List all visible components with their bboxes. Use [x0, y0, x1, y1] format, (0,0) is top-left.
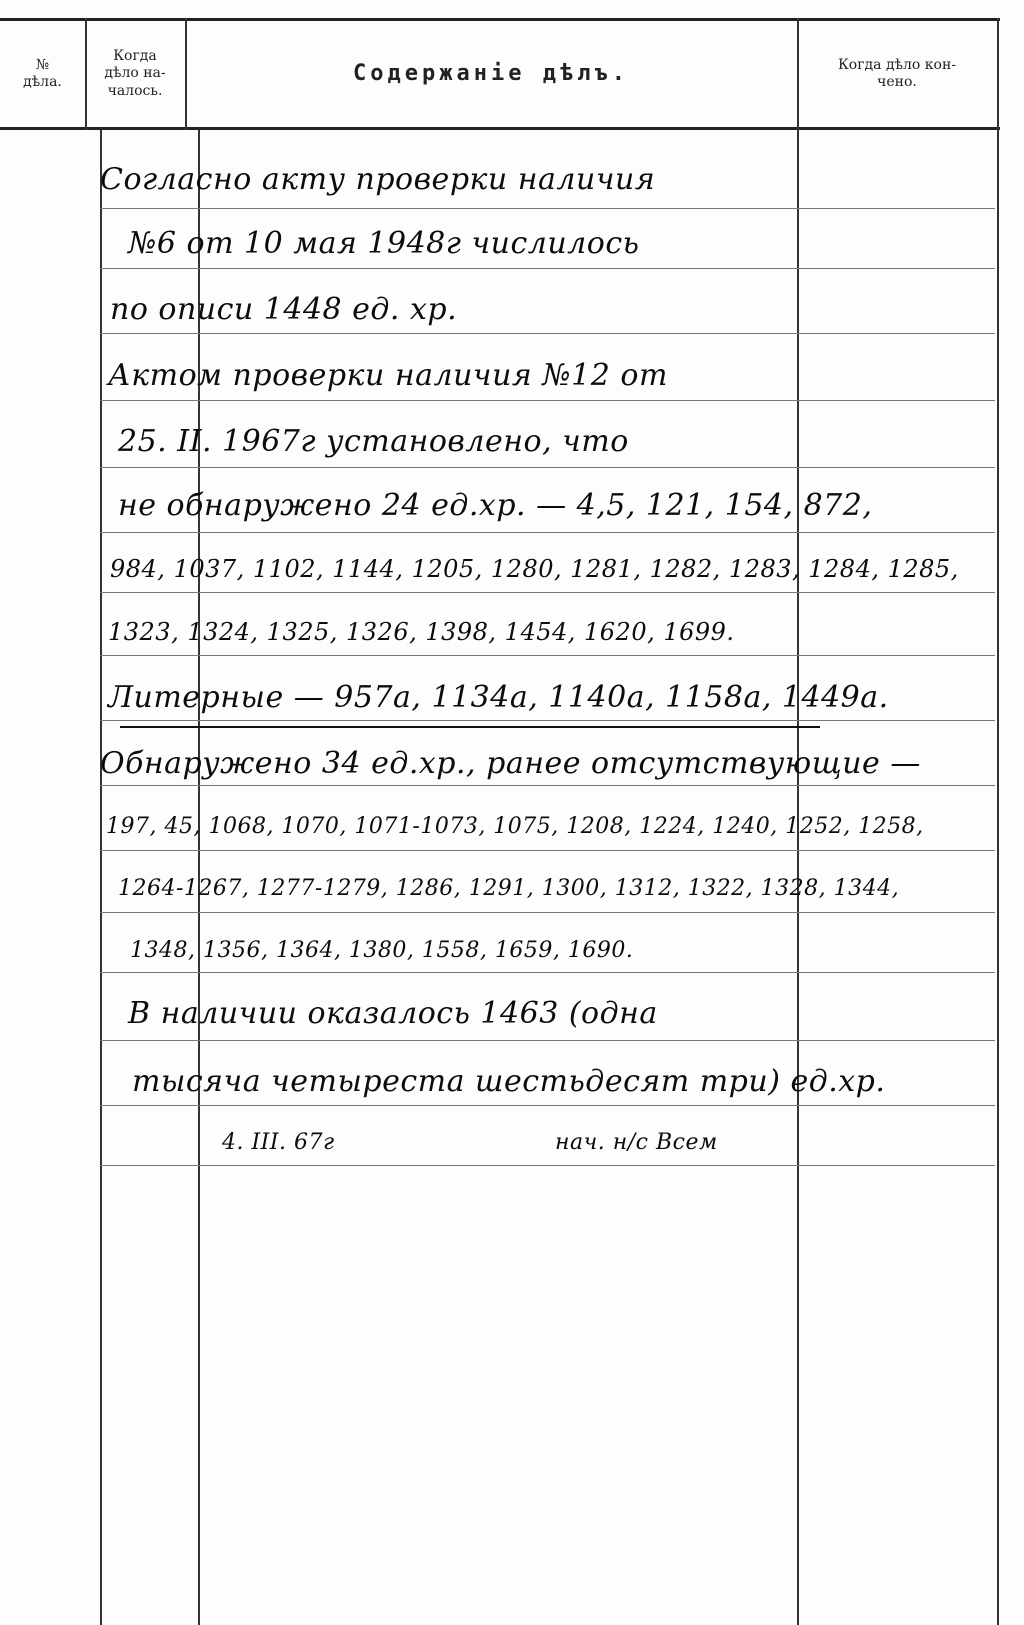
entry-line: В наличии оказалось 1463 (одна [128, 996, 658, 1031]
ruling-line [100, 592, 995, 593]
ruling-line [100, 912, 995, 913]
entry-line: Литерные — 957а, 1134а, 1140а, 1158а, 1449а. [108, 680, 889, 715]
entry-line: 1264-1267, 1277-1279, 1286, 1291, 1300, 1312, 1322, 1328, 1344, [118, 876, 900, 901]
entry-line: 25. II. 1967г установлено, что [118, 424, 629, 459]
column-divider [185, 18, 187, 130]
entry-line: Согласно акту проверки наличия [100, 162, 656, 197]
entry-line: 1348, 1356, 1364, 1380, 1558, 1659, 1690. [130, 938, 634, 963]
entry-signature: нач. н/с Всем [555, 1130, 718, 1155]
entry-date: 4. III. 67г [222, 1130, 335, 1155]
entry-line: 984, 1037, 1102, 1144, 1205, 1280, 1281, 1282, 1283, 1284, 1285, [110, 555, 959, 583]
entry-line: тысяча четыреста шестьдесят три) ед.хр. [132, 1064, 886, 1099]
entry-line: №6 от 10 мая 1948г числилось [128, 226, 640, 261]
header-start-line-2: дѣло на- [104, 65, 166, 82]
header-contents: Содержанiе дѣлъ. [353, 61, 629, 87]
ruling-line [100, 655, 995, 656]
entry-underline [120, 726, 820, 728]
table-header [0, 18, 1000, 130]
column-divider [85, 18, 87, 130]
header-num-word: дѣла. [23, 74, 62, 90]
ruling-line [100, 532, 995, 533]
ruling-line [100, 467, 995, 468]
ruling-line [100, 972, 995, 973]
ruling-line [100, 333, 995, 334]
ruling-line [100, 720, 995, 721]
header-case-started [85, 21, 185, 127]
header-end-line-1: Когда дѣло кон- [837, 56, 957, 73]
ruling-line [100, 268, 995, 269]
ruling-line [100, 850, 995, 851]
header-case-ended [797, 21, 997, 127]
ruling-line [100, 1165, 995, 1166]
header-num-symbol: № [35, 56, 50, 73]
entry-line: Актом проверки наличия №12 от [108, 358, 668, 393]
header-start-line-1: Когда [113, 47, 157, 64]
entry-line: 1323, 1324, 1325, 1326, 1398, 1454, 1620, 1699. [108, 618, 735, 646]
ruling-line [100, 1105, 995, 1106]
entry-line: не обнаружено 24 ед.хр. — 4,5, 121, 154, 872, [118, 488, 873, 523]
entry-line: Обнаружено 34 ед.хр., ранее отсутствующие — [100, 746, 921, 781]
header-end-line-2: чено. [877, 74, 917, 90]
entry-line: по описи 1448 ед. хр. [110, 292, 458, 327]
ruling-line [100, 400, 995, 401]
header-start-line-3: чалось. [107, 82, 163, 99]
column-divider [997, 18, 999, 1625]
column-divider [100, 130, 102, 1625]
ruling-line [100, 785, 995, 786]
ruling-line [100, 208, 995, 209]
header-case-number [0, 21, 85, 127]
entry-line: 197, 45, 1068, 1070, 1071-1073, 1075, 1208, 1224, 1240, 1252, 1258, [106, 814, 924, 839]
ruling-line [100, 1040, 995, 1041]
